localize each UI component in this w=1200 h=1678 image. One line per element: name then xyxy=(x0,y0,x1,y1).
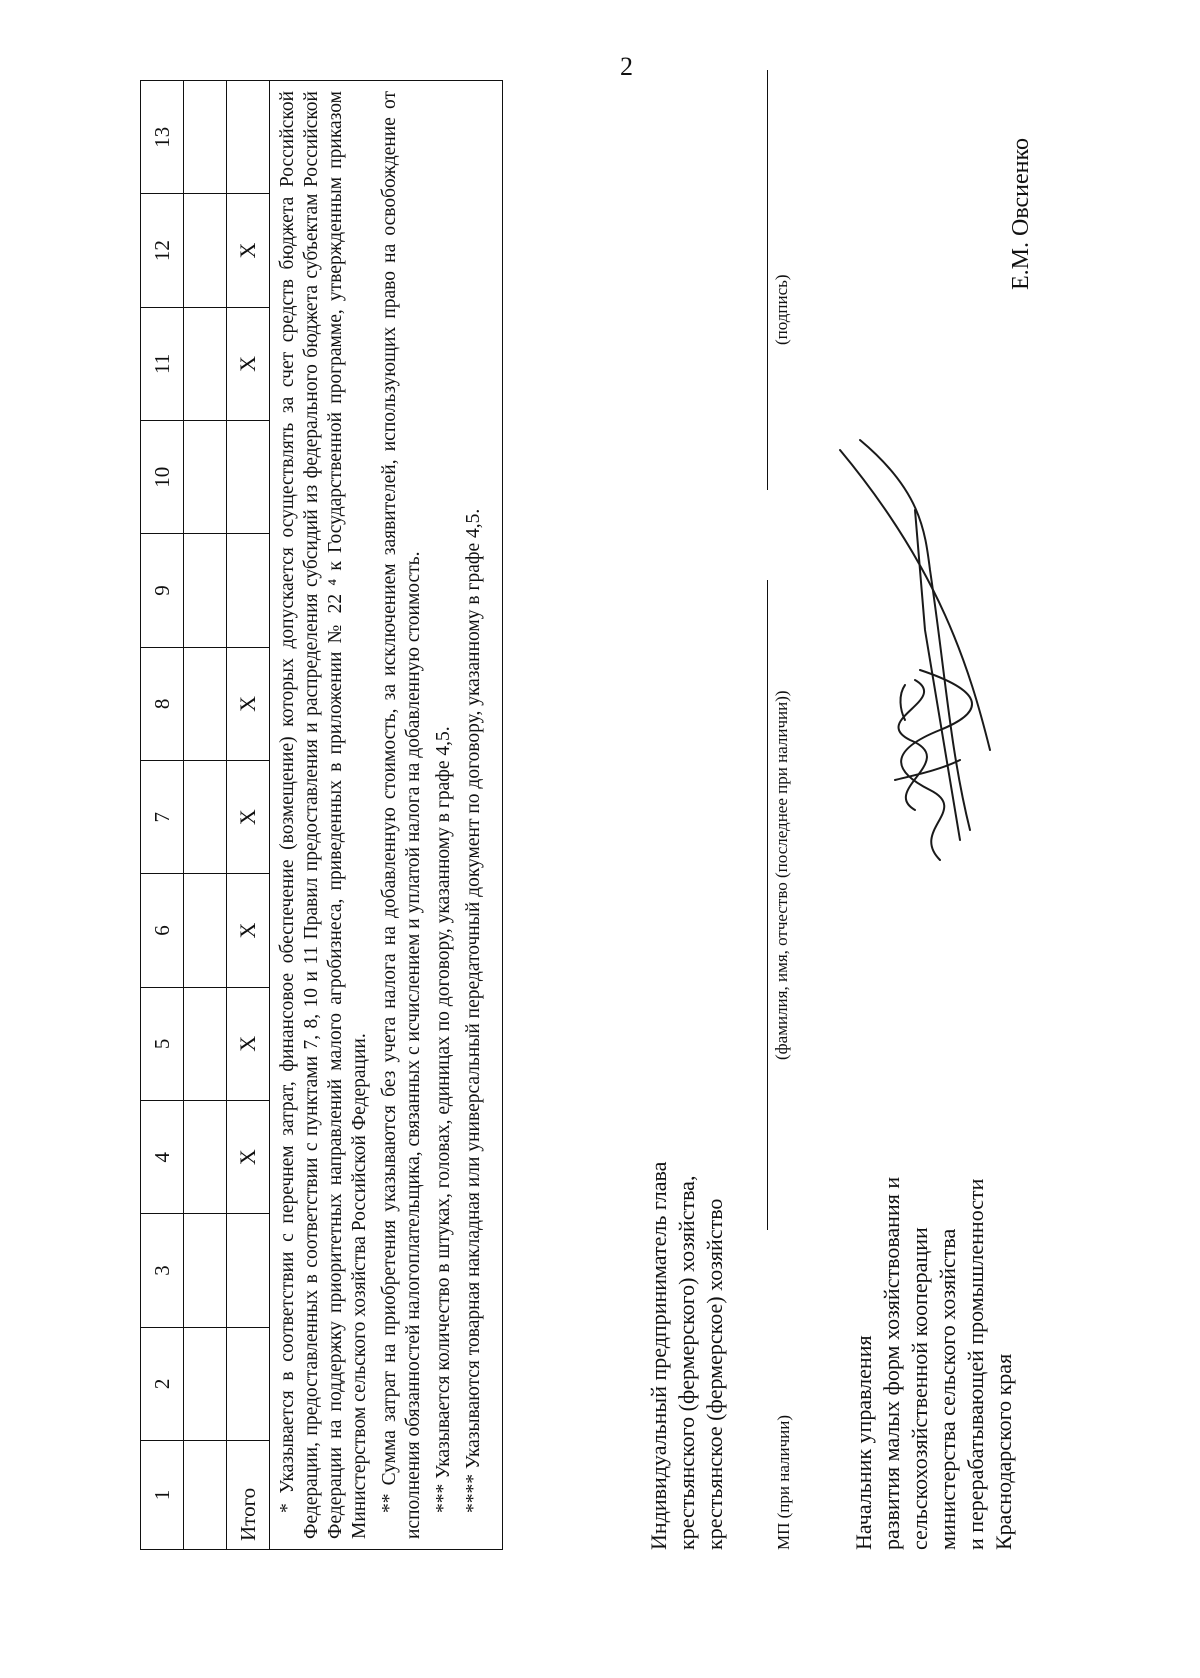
table-header-cell: 9 xyxy=(141,534,184,647)
table-cell xyxy=(184,647,227,760)
table-cell: X xyxy=(227,647,270,760)
table-header-cell: 6 xyxy=(141,874,184,987)
table-header-cell: 3 xyxy=(141,1214,184,1327)
stamp-place-label: МП (при наличии) xyxy=(774,1414,793,1550)
table-notes-row xyxy=(270,81,503,1550)
footnotes xyxy=(270,81,503,1550)
fio-caption: (фамилия, имя, отчество (последнее при наличии)) xyxy=(772,690,791,1060)
footnote-2: ** Сумма затрат на приобретения указываются без учета налога на добавленную стоимость, за исключением заявителей, использующих право на освобождение от исполнения обязанностей налогоплательщика, связанных с исчислением и уплатой налога на добавленную стоимость. xyxy=(379,91,424,1539)
signature-line xyxy=(767,70,768,490)
table-cell xyxy=(227,534,270,647)
table-cell xyxy=(184,194,227,307)
page-number: 2 xyxy=(620,52,633,81)
table-header-cell: 13 xyxy=(141,81,184,194)
table-cell xyxy=(227,421,270,534)
applicant-title xyxy=(645,1110,729,1550)
costs-table xyxy=(140,80,503,1550)
table-cell xyxy=(227,81,270,194)
chief-line: Начальник управления xyxy=(851,1335,876,1550)
total-label: Итого xyxy=(227,1441,270,1550)
table-header-cell: 2 xyxy=(141,1327,184,1440)
chief-line: и перерабатывающей промышленности xyxy=(963,1178,988,1550)
table-header-cell: 10 xyxy=(141,421,184,534)
table-header-cell: 5 xyxy=(141,987,184,1100)
footnote-4: **** Указываются товарная накладная или универсальный передаточный документ по договору, указанному в графе 4,5. xyxy=(463,508,484,1513)
table-cell xyxy=(184,81,227,194)
table-header-cell: 8 xyxy=(141,647,184,760)
chief-line: развития малых форм хозяйствования и xyxy=(879,1176,904,1550)
table-cell xyxy=(184,307,227,420)
table-cell xyxy=(184,1214,227,1327)
table-header-cell: 12 xyxy=(141,194,184,307)
handwritten-signature xyxy=(820,430,1050,870)
table-header-row xyxy=(141,81,184,1550)
table-cell xyxy=(184,874,227,987)
chief-line: министерства сельского хозяйства xyxy=(935,1228,960,1550)
table-cell: X xyxy=(227,987,270,1100)
table-cell: X xyxy=(227,307,270,420)
applicant-line: крестьянское (фермерское) хозяйство xyxy=(702,1198,727,1550)
table-cell: X xyxy=(227,874,270,987)
applicant-line: крестьянского (фермерского) хозяйства, xyxy=(674,1175,699,1550)
table-cell xyxy=(184,534,227,647)
table-total-row xyxy=(227,81,270,1550)
table-cell: X xyxy=(227,1101,270,1214)
chief-line: Краснодарского края xyxy=(991,1353,1016,1550)
applicant-line: Индивидуальный предприниматель глава xyxy=(646,1161,671,1550)
chief-name: Е.М. Овсиенко xyxy=(1008,138,1034,290)
table-cell xyxy=(184,1101,227,1214)
table-cell xyxy=(184,761,227,874)
table-cell xyxy=(227,1327,270,1440)
table-cell xyxy=(227,1214,270,1327)
table-header-cell: 7 xyxy=(141,761,184,874)
chief-title xyxy=(850,900,1018,1550)
signature-caption: (подпись) xyxy=(772,274,791,345)
chief-line: сельскохозяйственной кооперации xyxy=(907,1227,932,1550)
table-empty-row xyxy=(184,81,227,1550)
rotated-content xyxy=(130,50,1190,1590)
table-cell: X xyxy=(227,761,270,874)
footnote-3: *** Указывается количество в штуках, головах, единицах по договору, указанному в графе 4,5. xyxy=(433,726,454,1513)
fio-line xyxy=(767,580,768,1230)
table-cell xyxy=(184,421,227,534)
table-cell xyxy=(184,987,227,1100)
table-header-cell: 4 xyxy=(141,1101,184,1214)
table-cell: X xyxy=(227,194,270,307)
table-header-cell: 1 xyxy=(141,1441,184,1550)
table-header-cell: 11 xyxy=(141,307,184,420)
footnote-1: * Указывается в соответствии с перечнем затрат, финансовое обеспечение (возмещение) которых допускается осуществлять за счет средств бюджета Российской Федерации, предоставленных в соответствии с пунктами 7, 8, 10 и 11 Правил предоставления и распределения субсидий из федерального бюджета субъектам Российской Федерации на поддержку приоритетных направлений малого агробизнеса, приведенных в приложении № 22 ⁴ к Государственной программе, утвержденным приказом Министерством сельского хозяйства Российской Федерации. xyxy=(277,91,370,1539)
table-cell xyxy=(184,1441,227,1550)
table-cell xyxy=(184,1327,227,1440)
